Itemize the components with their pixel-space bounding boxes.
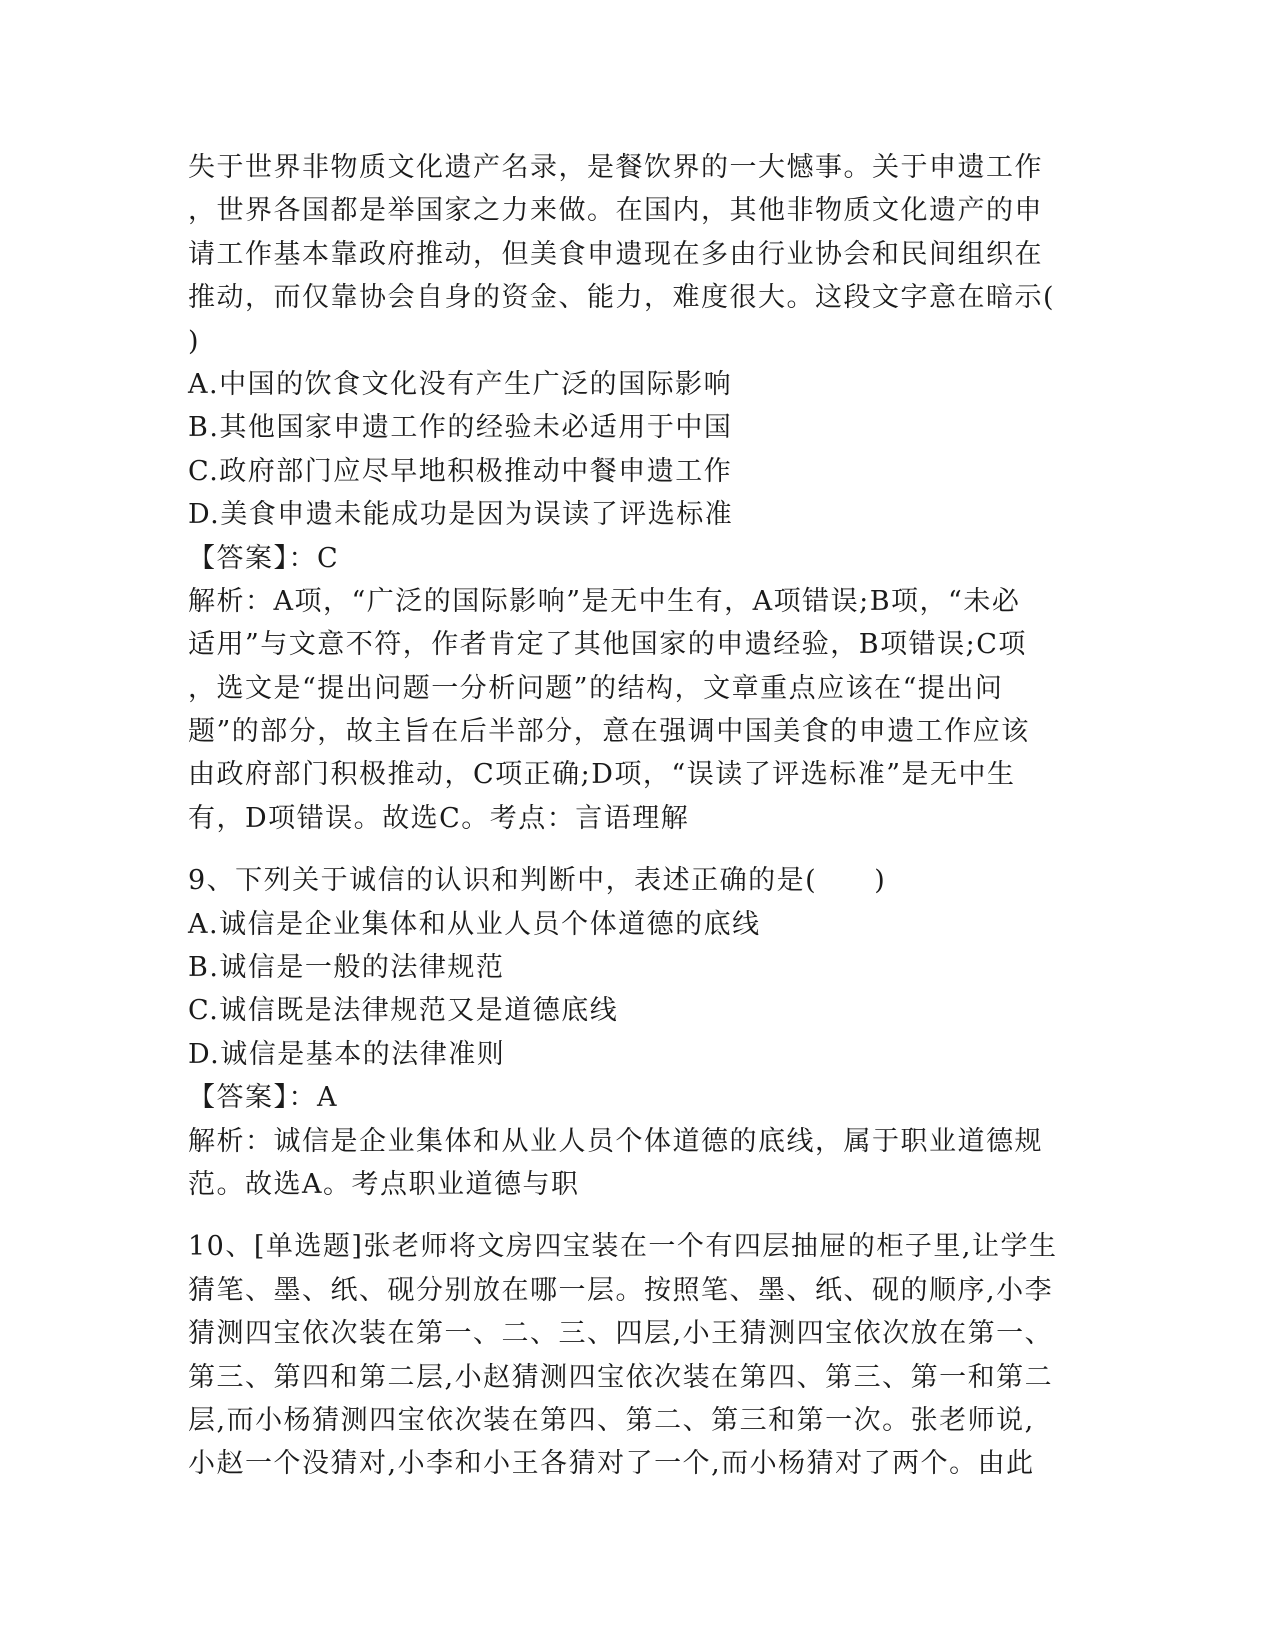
question-stem-line: 猜笔、墨、纸、砚分别放在哪一层。按照笔、墨、纸、砚的顺序,小李 xyxy=(188,1274,1054,1306)
question-stem-line: 推动，而仅靠协会自身的资金、能力，难度很大。这段文字意在暗示( xyxy=(188,282,1056,314)
option-c: C.诚信既是法律规范又是道德底线 xyxy=(188,995,619,1027)
question-stem-line: ，世界各国都是举国家之力来做。在国内，其他非物质文化遗产的申 xyxy=(188,195,1043,227)
option-d: D.美食申遗未能成功是因为误读了评选标准 xyxy=(188,499,734,531)
answer-line: 【答案】：C xyxy=(188,542,340,574)
page-content xyxy=(188,146,1088,1486)
question-8 xyxy=(188,146,1088,840)
question-spacer xyxy=(188,1206,1088,1225)
analysis-line: 范。故选A。考点职业道德与职 xyxy=(188,1168,580,1200)
question-10 xyxy=(188,1225,1088,1485)
option-c: C.政府部门应尽早地积极推动中餐申遗工作 xyxy=(188,455,733,487)
question-stem-line: ) xyxy=(188,325,201,357)
question-stem-line: 小赵一个没猜对,小李和小王各猜对了一个,而小杨猜对了两个。由此 xyxy=(188,1448,1035,1480)
analysis-line: 解析：A项，“广泛的国际影响”是无中生有，A项错误;B项，“未必 xyxy=(188,585,1021,617)
question-stem-line: 第三、第四和第二层,小赵猜测四宝依次装在第四、第三、第一和第二 xyxy=(188,1361,1054,1393)
option-a: A.中国的饮食文化没有产生广泛的国际影响 xyxy=(188,368,733,400)
question-stem-line: 层,而小杨猜测四宝依次装在第四、第二、第三和第一次。张老师说, xyxy=(188,1404,1035,1436)
analysis-line: 适用”与文意不符，作者肯定了其他国家的申遗经验，B项错误;C项 xyxy=(188,629,1027,661)
analysis-line: 题”的部分，故主旨在后半部分，意在强调中国美食的申遗工作应该 xyxy=(188,716,1030,748)
option-a: A.诚信是企业集体和从业人员个体道德的底线 xyxy=(188,908,761,940)
analysis-line: 由政府部门积极推动，C项正确;D项，“误读了评选标准”是无中生 xyxy=(188,759,1016,791)
analysis-line: 解析：诚信是企业集体和从业人员个体道德的底线，属于职业道德规 xyxy=(188,1125,1043,1157)
answer-line: 【答案】：A xyxy=(188,1082,338,1114)
question-9 xyxy=(188,859,1088,1206)
option-b: B.其他国家申遗工作的经验未必适用于中国 xyxy=(188,412,733,444)
option-b: B.诚信是一般的法律规范 xyxy=(188,952,505,984)
analysis-line: ，选文是“提出问题一分析问题”的结构，文章重点应该在“提出问 xyxy=(188,672,1004,704)
analysis-line: 有，D项错误。故选C。考点：言语理解 xyxy=(188,802,690,834)
question-stem-line: 失于世界非物质文化遗产名录，是餐饮界的一大憾事。关于申遗工作 xyxy=(188,152,1043,183)
question-stem-line: 猜测四宝依次装在第一、二、三、四层,小王猜测四宝依次放在第一、 xyxy=(188,1318,1054,1350)
question-stem-line: 10、[单选题]张老师将文房四宝装在一个有四层抽屉的柜子里,让学生 xyxy=(188,1231,1058,1263)
question-stem-line: 请工作基本靠政府推动，但美食申遗现在多由行业协会和民间组织在 xyxy=(188,238,1043,270)
option-d: D.诚信是基本的法律准则 xyxy=(188,1038,506,1070)
question-stem-line: 9、下列关于诚信的认识和判断中，表述正确的是( ) xyxy=(188,865,887,897)
question-spacer xyxy=(188,840,1088,859)
